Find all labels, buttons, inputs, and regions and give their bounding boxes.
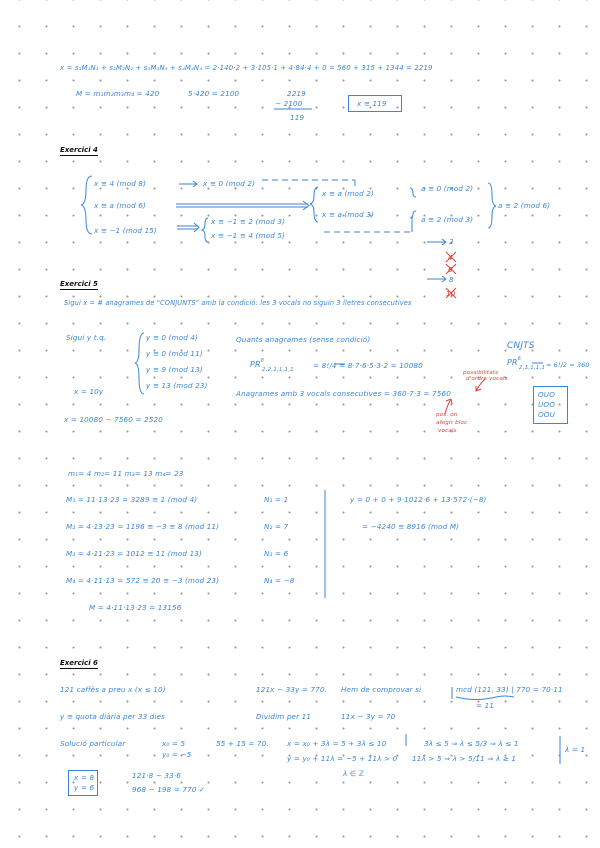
solution-x: x = 8 <box>74 773 95 782</box>
y-congruence-3: y ≡ 9 (mod 13) <box>146 365 203 374</box>
congruence-3: x ≡ −1 (mod 15) <box>94 226 157 235</box>
y-congruence-2: y ≡ 0 (mod 11) <box>146 349 203 358</box>
crt-sum-line: x = s₁M₁N₁ + s₂M₂N₂ + s₃M₃N₃ + s₄M₄N₄ = 2·140·2 + 3·105·1 + 4·84·4 + 0 = 560 + 315 + 1344 = 2219 <box>60 64 433 72</box>
moduli-values: m₁= 4 m₂= 11 m₃= 13 m₄= 23 <box>68 469 184 478</box>
exercise-5-heading: Exercici 5 <box>60 280 98 288</box>
pr-6-result: = 6!/2 = 360 <box>546 361 590 369</box>
m-product: M = m₁m₂m₃m₄ = 420 <box>76 89 160 98</box>
anagram-question: Quants anagrames (sense condició) <box>236 335 371 344</box>
y-result: = −4240 ≡ 8916 (mod M) <box>362 522 460 531</box>
y0-value: y₀ = −5 <box>162 750 192 759</box>
result-mod-2: a ≡ 0 (mod 2) <box>421 184 474 193</box>
sub-congruence-2: x ≡ a (mod 3) <box>322 210 374 219</box>
y-congruence-1: y ≡ 0 (mod 4) <box>146 333 199 342</box>
exercise-5-statement: Sigui x = # anagrames de "CONJUNTS" amb la condició: les 3 vocals no siguin 3 lletres consecutives <box>64 299 412 307</box>
vowel-orders-box <box>533 386 568 424</box>
option-2: 2 <box>449 237 454 246</box>
cnjts-word: CNJTS <box>507 341 535 351</box>
sub-congruence-1: x ≡ a (mod 2) <box>322 189 374 198</box>
pr-8: $PR^8$ <box>250 359 264 369</box>
verify-line-2: 968 − 198 = 770 ✓ <box>132 785 206 794</box>
note-positions-1: pos. on <box>436 412 458 418</box>
vowel-order-3: OOU <box>538 410 556 419</box>
final-congruence: a ≡ 2 (mod 6) <box>498 201 551 210</box>
answer-box <box>348 95 402 112</box>
exercise-6-heading: Exercici 6 <box>60 659 98 667</box>
divide-by-11: Dividim per 11 <box>256 712 312 721</box>
gcd-divides: mcd (121, 33) | 770 = 70·11 <box>456 685 563 694</box>
division-result: 119 <box>290 113 305 122</box>
m2-line: M₂ = 4·13·23 = 1196 ≡ −3 ≡ 8 (mod 11) <box>66 522 220 531</box>
n2-value: N₂ = 7 <box>264 522 289 531</box>
x-equals-10y: x = 10y <box>74 387 104 396</box>
sigui-y: Sigui y t.q. <box>66 333 107 342</box>
option-4-crossed: 4 <box>448 253 453 262</box>
particular-check: 55 + 15 = 70. <box>216 739 269 748</box>
check-product: 5·420 = 2100 <box>188 89 240 98</box>
division-subtract: − 2100 <box>275 99 303 108</box>
check-gcd-text: Hem de comprovar si <box>341 685 422 694</box>
option-6-crossed: 6 <box>448 265 453 274</box>
daily-quota: y ≡ quota diària per 33 dies <box>60 712 166 721</box>
pr-8-result: = 8!/4 = 8·7·6·5·3·2 = 10080 <box>313 361 423 370</box>
option-10-crossed: 10 <box>446 289 456 298</box>
m1-line: M₁ = 11·13·23 = 3289 ≡ 1 (mod 4) <box>66 495 198 504</box>
m-total: M = 4·11·13·23 = 13156 <box>89 603 182 612</box>
y-general: y = y₀ + 11λ = −5 + 11λ > 0 <box>287 754 398 763</box>
verify-line-1: 121·8 − 33·6 <box>132 771 181 780</box>
x-result: x = 10080 − 7560 = 2520 <box>64 415 163 424</box>
note-positions-3: vocals <box>438 428 457 434</box>
division-top: 2219 <box>287 89 306 98</box>
congruence-1: x ≡ 4 (mod 8) <box>94 179 147 188</box>
vowel-order-2: UOO <box>538 400 556 409</box>
x-general: x = x₀ + 3λ = 5 + 3λ ≤ 10 <box>287 739 387 748</box>
y-expansion: y = 0 + 0 + 9·1012·6 + 13·572·(−8) <box>350 495 487 504</box>
lambda-result: λ = 1 <box>565 745 586 754</box>
reduced-equation: 11x − 3y = 70 <box>341 712 396 721</box>
m4-line: M₄ = 4·11·13 = 572 ≡ 20 ≡ −3 (mod 23) <box>66 576 220 585</box>
pr-8-subscript: 2,2,1,1,1,1 <box>262 367 294 373</box>
option-8: 8 <box>449 275 454 284</box>
vowel-order-1: OUO <box>538 390 556 399</box>
pr-6-subscript: 2,1,1,1,1 <box>519 365 546 371</box>
solution-box <box>68 770 98 796</box>
sub-congruence-3: x ≡ −1 ≡ 2 (mod 3) <box>211 217 286 226</box>
diophantine-equation: 121x − 33y = 770. <box>256 685 328 694</box>
m3-line: M₃ = 4·11·23 = 1012 ≡ 11 (mod 13) <box>66 549 202 558</box>
n3-value: N₃ = 6 <box>264 549 289 558</box>
n1-value: N₁ = 1 <box>264 495 289 504</box>
lambda-upper: 3λ ≤ 5 ⇒ λ ≤ 5/3 ⇒ λ ≤ 1 <box>424 739 519 748</box>
lambda-integer: λ ∈ ℤ <box>343 769 365 778</box>
x0-value: x₀ = 5 <box>162 739 186 748</box>
y-congruence-4: y ≡ 13 (mod 23) <box>146 381 208 390</box>
lambda-lower: 11λ > 5 ⇒ λ > 5/11 ⇒ λ ≥ 1 <box>412 754 517 763</box>
congruence-2: x ≡ a (mod 6) <box>94 201 146 210</box>
consecutive-vowels: Anagrames amb 3 vocals consecutives = 360·7·3 = 7560 <box>236 389 451 398</box>
answer-value: x ≡ 119 <box>357 99 387 108</box>
note-positions-2: afegir bloc <box>436 420 468 426</box>
exercise-4-heading: Exercici 4 <box>60 146 98 154</box>
n4-value: N₄ = −8 <box>264 576 295 585</box>
particular-solution-label: Solució particular <box>60 739 126 748</box>
note-orderings-1: possibilitats <box>463 370 499 376</box>
sub-congruence-4: x ≡ −1 ≡ 4 (mod 5) <box>211 231 286 240</box>
solution-y: y = 6 <box>74 783 95 792</box>
result-mod-3: a ≡ 2 (mod 3) <box>421 215 474 224</box>
note-orderings-2: d'ordre vocals <box>466 376 508 382</box>
gcd-value: = 11 <box>476 701 495 710</box>
congruence-1-reduced: x ≡ 0 (mod 2) <box>203 179 256 188</box>
pr-6: $PR^6$ <box>507 357 521 367</box>
coffees-statement: 121 caffès a preu x (x ≤ 10) <box>60 685 166 694</box>
